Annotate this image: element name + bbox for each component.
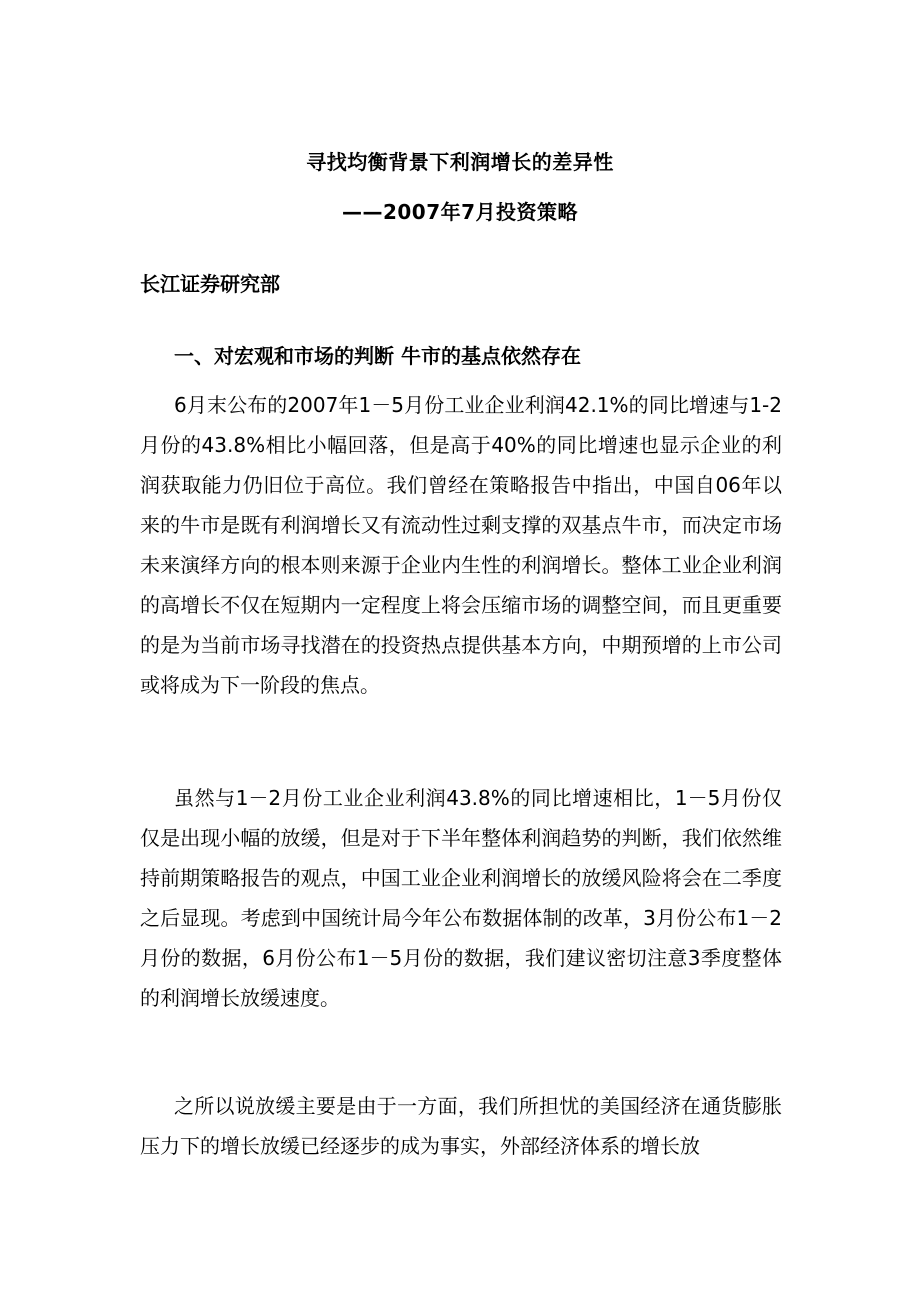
organization-name: 长江证券研究部 bbox=[140, 272, 280, 296]
paragraph-1: 6月末公布的2007年1－5月份工业企业利润42.1%的同比增速与1-2月份的43.8%相比小幅回落，但是高于40%的同比增速也显示企业的利润获取能力仍旧位于高位。我们曾经在策略报告中指出，中国自06年以来的牛市是既有利润增长又有流动性过剩支撑的双基点牛市，而决定市场未来演绎方向的根本则来源于企业内生性的利润增长。整体工业企业利润的高增长不仅在短期内一定程度上将会压缩市场的调整空间，而且更重要的是为当前市场寻找潜在的投资热点提供基本方向，中期预增的上市公司或将成为下一阶段的焦点。 bbox=[140, 393, 782, 697]
document-title: 寻找均衡背景下利润增长的差异性 bbox=[306, 150, 614, 174]
document-subtitle: ——2007年7月投资策略 bbox=[341, 200, 579, 224]
paragraph-2: 虽然与1－2月份工业企业利润43.8%的同比增速相比，1－5月份仅仅是出现小幅的放缓，但是对于下半年整体利润趋势的判断，我们依然维持前期策略报告的观点，中国工业企业利润增长的放缓风险将会在二季度之后显现。考虑到中国统计局今年公布数据体制的改革，3月份公布1－2月份的数据，6月份公布1－5月份的数据，我们建议密切注意3季度整体的利润增长放缓速度。 bbox=[140, 786, 782, 1010]
paragraph-3: 之所以说放缓主要是由于一方面，我们所担忧的美国经济在通货膨胀压力下的增长放缓已经逐步的成为事实，外部经济体系的增长放 bbox=[140, 1094, 782, 1158]
section-heading: 一、对宏观和市场的判断 牛市的基点依然存在 bbox=[174, 344, 581, 368]
